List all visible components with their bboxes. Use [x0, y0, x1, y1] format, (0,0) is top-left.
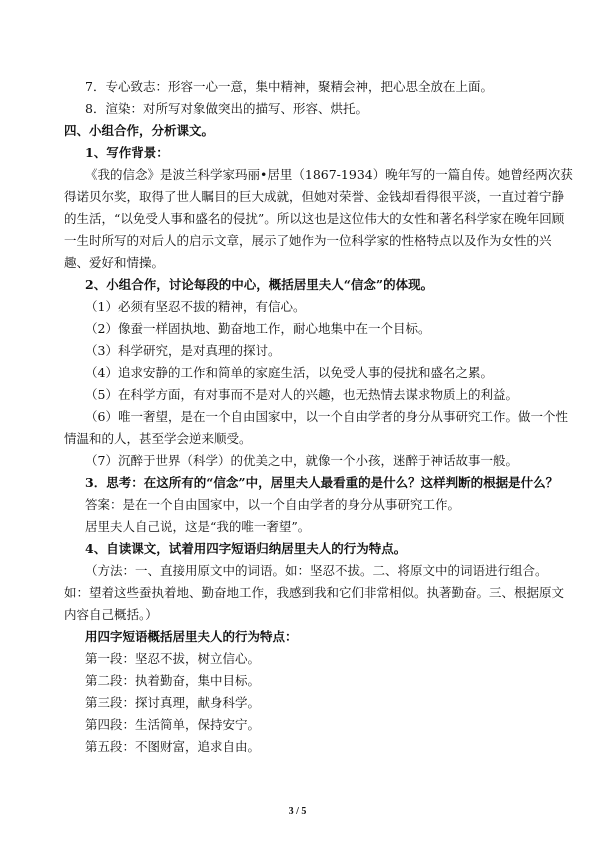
list-item-continuation: 情温和的人，甚至学会逆来顺受。 — [64, 431, 252, 446]
paragraph-line: 趣、爱好和情操。 — [64, 255, 165, 270]
method-note: （方法：一、直接用原文中的词语。如：坚忍不拔。二、将原文中的词语进行组合。 — [85, 563, 548, 578]
summary-item: 第三段：探讨真理，献身科学。 — [85, 695, 261, 710]
paragraph-line: 的生活，“以免受人事和盛名的侵扰”。所以这也是这位伟大的女性和著名科学家在晚年回顾 — [64, 211, 565, 226]
subheading-self-reading: 4、自读课文，试着用四字短语归纳居里夫人的行为特点。 — [85, 541, 407, 556]
paragraph-line: 得诺贝尔奖，取得了世人瞩目的巨大成就，但她对荣誉、金钱却看得很平淡，一直过着宁静 — [64, 189, 565, 204]
vocab-item-8: 8．渲染：对所写对象做突出的描写、形容、烘托。 — [85, 101, 368, 116]
answer-line: 居里夫人自己说，这是“我的唯一奢望”。 — [85, 519, 311, 534]
paragraph-line: 一生时所写的对后人的启示文章，展示了她作为一位科学家的性格特点以及作为女性的兴 — [64, 233, 552, 248]
section-heading-4: 四、小组合作，分析课文。 — [64, 123, 215, 138]
list-item: （4）追求安静的工作和简单的家庭生活，以免受人事的侵扰和盛名之累。 — [85, 365, 493, 380]
paragraph-line: 《我的信念》是波兰科学家玛丽•居里（1867-1934）晚年写的一篇自传。她曾经两次获 — [85, 167, 573, 182]
method-note: 内容自己概括。） — [64, 607, 158, 622]
list-item: （7）沉醉于世界（科学）的优美之中，就像一个小孩，迷醉于神话故事一般。 — [85, 453, 518, 468]
list-item: （3）科学研究，是对真理的探讨。 — [85, 343, 281, 358]
page-number: 3 / 5 — [288, 806, 307, 817]
summary-item: 第二段：执着勤奋，集中目标。 — [85, 673, 261, 688]
subheading-writing-background: 1、写作背景： — [85, 145, 169, 160]
question-3: 3．思考：在这所有的“信念”中，居里夫人最看重的是什么？这样判断的根据是什么？ — [85, 475, 559, 490]
summary-heading: 用四字短语概括居里夫人的行为特点： — [85, 629, 298, 644]
vocab-item-7: 7．专心致志：形容一心一意，集中精神，聚精会神，把心思全放在上面。 — [85, 79, 493, 94]
method-note: 如：望着这些蚕执着地、勤奋地工作，我感到我和它们非常相似。执著勤奋。三、根据原文 — [64, 585, 565, 600]
list-item: （1）必须有坚忍不拔的精神，有信心。 — [85, 299, 306, 314]
list-item: （6）唯一奢望，是在一个自由国家中，以一个自由学者的身分从事研究工作。做一个性 — [85, 409, 568, 424]
summary-item: 第四段：生活简单，保持安宁。 — [85, 717, 261, 732]
answer-line: 答案：是在一个自由国家中，以一个自由学者的身分从事研究工作。 — [85, 497, 461, 512]
summary-item: 第一段：坚忍不拔，树立信心。 — [85, 651, 261, 666]
subheading-group-discussion: 2、小组合作，讨论每段的中心，概括居里夫人“信念”的体现。 — [85, 277, 434, 292]
list-item: （5）在科学方面，有对事而不是对人的兴趣，也无热情去谋求物质上的利益。 — [85, 387, 518, 402]
summary-item: 第五段：不图财富，追求自由。 — [85, 739, 261, 754]
list-item: （2）像蚕一样固执地、勤奋地工作，耐心地集中在一个目标。 — [85, 321, 431, 336]
